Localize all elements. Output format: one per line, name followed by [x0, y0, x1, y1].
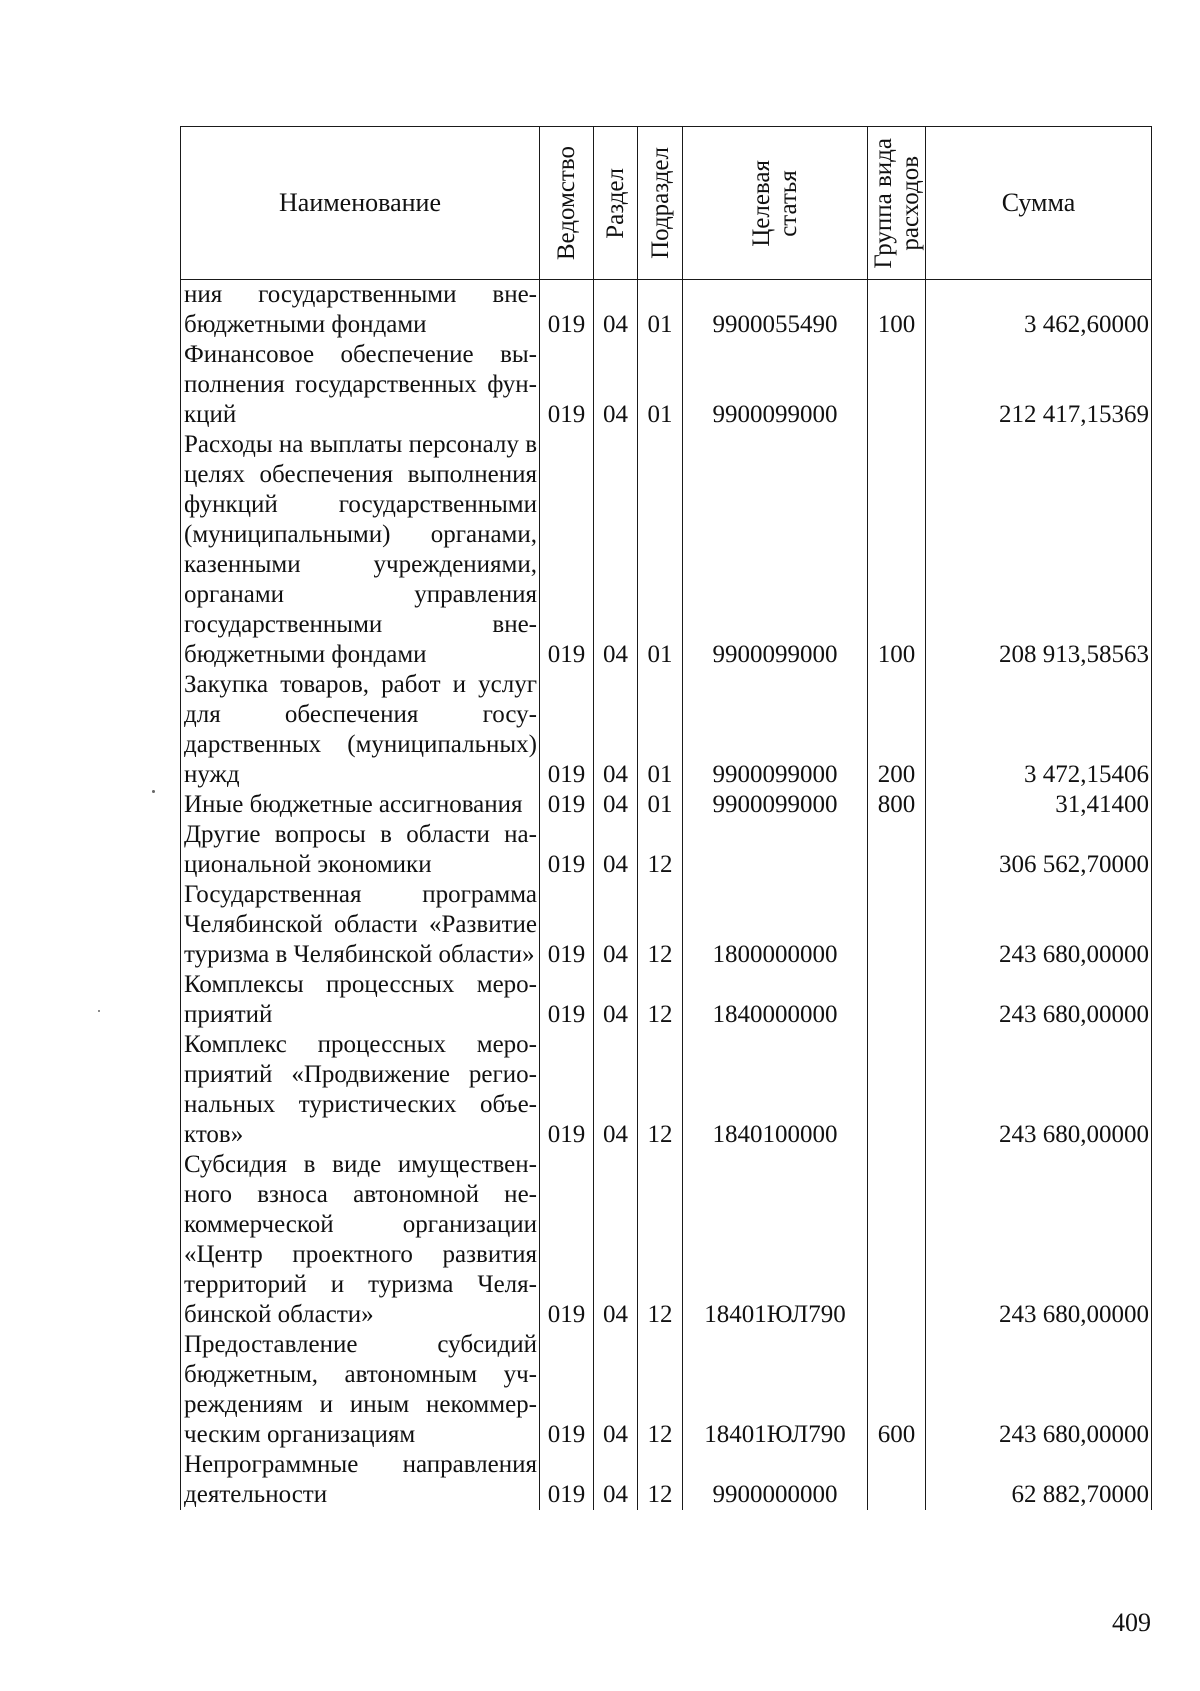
- row-ved: 019: [540, 1150, 594, 1330]
- row-celevaya: 1840000000: [683, 970, 868, 1030]
- scan-speck: [98, 1010, 100, 1012]
- row-gruppa: [868, 340, 926, 430]
- row-ved: 019: [540, 670, 594, 790]
- row-celevaya: 9900099000: [683, 340, 868, 430]
- row-summa: 212 417,15369: [926, 340, 1152, 430]
- table-row: [181, 340, 1152, 430]
- table-row: [181, 1450, 1152, 1510]
- row-celevaya: 9900099000: [683, 430, 868, 670]
- scan-speck: [152, 790, 155, 793]
- row-razdel: 04: [594, 1030, 638, 1150]
- row-summa: 243 680,00000: [926, 970, 1152, 1030]
- table-row: [181, 820, 1152, 880]
- row-razdel: 04: [594, 1330, 638, 1450]
- row-celevaya: 9900000000: [683, 1450, 868, 1510]
- row-name: Непрограммные направления деятельности: [181, 1450, 540, 1510]
- row-podrazdel: 12: [638, 820, 683, 880]
- row-razdel: 04: [594, 880, 638, 970]
- row-razdel: 04: [594, 820, 638, 880]
- row-summa: 31,41400: [926, 790, 1152, 820]
- table-row: [181, 670, 1152, 790]
- row-name: Комплексы процессных мероприятий: [181, 970, 540, 1030]
- row-ved: 019: [540, 820, 594, 880]
- row-razdel: 04: [594, 1150, 638, 1330]
- header-gruppa: Группа вида расходов: [868, 127, 926, 280]
- row-summa: 306 562,70000: [926, 820, 1152, 880]
- row-ved: 019: [540, 430, 594, 670]
- page-number: 409: [1112, 1608, 1151, 1637]
- row-razdel: 04: [594, 430, 638, 670]
- row-name: Субсидия в виде имущественного взноса автономной некоммерческой организации «Центр проектного развития территорий и туризма Челябинской области»: [181, 1150, 540, 1330]
- row-summa: 243 680,00000: [926, 1150, 1152, 1330]
- row-podrazdel: 01: [638, 670, 683, 790]
- row-ved: 019: [540, 970, 594, 1030]
- row-gruppa: [868, 820, 926, 880]
- row-ved: 019: [540, 790, 594, 820]
- row-gruppa: 100: [868, 280, 926, 341]
- table-row: [181, 430, 1152, 670]
- row-celevaya: 1800000000: [683, 880, 868, 970]
- table-row: [181, 880, 1152, 970]
- row-name: Другие вопросы в области национальной экономики: [181, 820, 540, 880]
- row-razdel: 04: [594, 340, 638, 430]
- row-podrazdel: 01: [638, 790, 683, 820]
- header-podrazdel: Подраздел: [638, 127, 683, 280]
- row-razdel: 04: [594, 280, 638, 341]
- row-gruppa: [868, 1030, 926, 1150]
- row-gruppa: [868, 970, 926, 1030]
- row-celevaya: [683, 820, 868, 880]
- table-row: [181, 1030, 1152, 1150]
- row-podrazdel: 12: [638, 1150, 683, 1330]
- row-ved: 019: [540, 880, 594, 970]
- header-summa: Сумма: [926, 127, 1152, 280]
- row-gruppa: 600: [868, 1330, 926, 1450]
- row-podrazdel: 12: [638, 1330, 683, 1450]
- row-celevaya: 18401ЮЛ790: [683, 1330, 868, 1450]
- row-summa: 208 913,58563: [926, 430, 1152, 670]
- row-celevaya: 9900099000: [683, 790, 868, 820]
- table-body: [181, 280, 1152, 1511]
- row-celevaya: 9900099000: [683, 670, 868, 790]
- row-summa: 62 882,70000: [926, 1450, 1152, 1510]
- row-ved: 019: [540, 280, 594, 341]
- row-summa: 243 680,00000: [926, 1330, 1152, 1450]
- row-ved: 019: [540, 1450, 594, 1510]
- row-name: Комплекс процессных мероприятий «Продвижение региональных туристических объектов»: [181, 1030, 540, 1150]
- row-summa: 3 462,60000: [926, 280, 1152, 341]
- row-name: Финансовое обеспечение выполнения государственных функций: [181, 340, 540, 430]
- row-podrazdel: 12: [638, 1030, 683, 1150]
- row-ved: 019: [540, 1330, 594, 1450]
- row-summa: 3 472,15406: [926, 670, 1152, 790]
- row-podrazdel: 01: [638, 340, 683, 430]
- header-ved: Ведомство: [540, 127, 594, 280]
- row-gruppa: [868, 1150, 926, 1330]
- row-gruppa: 200: [868, 670, 926, 790]
- row-podrazdel: 12: [638, 880, 683, 970]
- header-razdel: Раздел: [594, 127, 638, 280]
- row-gruppa: 800: [868, 790, 926, 820]
- row-podrazdel: 12: [638, 1450, 683, 1510]
- row-podrazdel: 01: [638, 430, 683, 670]
- row-razdel: 04: [594, 970, 638, 1030]
- row-podrazdel: 12: [638, 970, 683, 1030]
- row-ved: 019: [540, 340, 594, 430]
- row-name: Государственная программа Челябинской области «Развитие туризма в Челябинской области»: [181, 880, 540, 970]
- header-name: Наименование: [181, 127, 540, 280]
- budget-table: [180, 126, 1152, 1510]
- row-name: ния государственными внебюджетными фондами: [181, 280, 540, 341]
- row-name: Иные бюджетные ассигнования: [181, 790, 540, 820]
- row-gruppa: [868, 1450, 926, 1510]
- row-celevaya: 1840100000: [683, 1030, 868, 1150]
- row-summa: 243 680,00000: [926, 880, 1152, 970]
- row-celevaya: 9900055490: [683, 280, 868, 341]
- table-row: [181, 1150, 1152, 1330]
- table-row: [181, 970, 1152, 1030]
- row-razdel: 04: [594, 1450, 638, 1510]
- table-row: [181, 280, 1152, 341]
- row-name: Закупка товаров, работ и услуг для обеспечения государственных (муниципальных) нужд: [181, 670, 540, 790]
- table-header: [181, 127, 1152, 280]
- row-ved: 019: [540, 1030, 594, 1150]
- table-row: [181, 790, 1152, 820]
- row-gruppa: 100: [868, 430, 926, 670]
- row-razdel: 04: [594, 790, 638, 820]
- row-podrazdel: 01: [638, 280, 683, 341]
- header-celevaya: Целевая статья: [683, 127, 868, 280]
- row-name: Предоставление субсидий бюджетным, автономным учреждениям и иным некоммерческим организациям: [181, 1330, 540, 1450]
- row-summa: 243 680,00000: [926, 1030, 1152, 1150]
- row-name: Расходы на выплаты персоналу в целях обеспечения выполнения функций государственными (муниципальными) органами, казенными учреждениями, органами управления государственными внебюджетными фондами: [181, 430, 540, 670]
- row-gruppa: [868, 880, 926, 970]
- table-row: [181, 1330, 1152, 1450]
- row-razdel: 04: [594, 670, 638, 790]
- row-celevaya: 18401ЮЛ790: [683, 1150, 868, 1330]
